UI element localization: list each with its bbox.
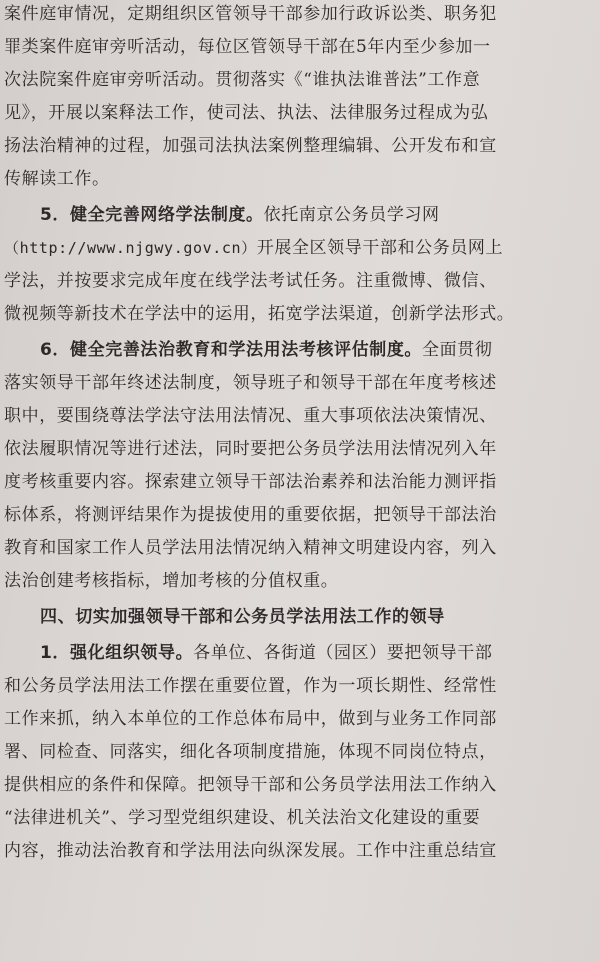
- text-line: 扬法治精神的过程，加强司法执法案例整理编辑、公开发布和宣: [4, 136, 497, 156]
- item-1-text: 各单位、各街道（园区）要把领导干部: [193, 643, 493, 663]
- text-line: 职中，要围绕尊法学法守法用法情况、重大事项依法决策情况、: [4, 406, 497, 426]
- text-line: 工作来抓，纳入本单位的工作总体布局中，做到与业务工作同部: [4, 709, 497, 729]
- item-1-title: 1．强化组织领导。: [40, 643, 194, 663]
- website-url: （http://www.njgwy.gov.cn）: [4, 239, 257, 257]
- text-line: 依法履职情况等进行述法，同时要把公务员学法用法情况列入年: [4, 439, 497, 459]
- text-line: 内容，推动法治教育和学法用法向纵深发展。工作中注重总结宣: [4, 841, 497, 861]
- item-6-title: 6．健全完善法治教育和学法用法考核评估制度。: [40, 340, 423, 360]
- text-line: 传解读工作。: [4, 169, 110, 189]
- text-line: 法治创建考核指标，增加考核的分值权重。: [4, 571, 339, 591]
- text-line: “法律进机关”、学习型党组织建设、机关法治文化建设的重要: [4, 808, 481, 828]
- text-line: 提供相应的条件和保障。把领导干部和公务员学法用法工作纳入: [4, 775, 497, 795]
- item-6-text: 全面贯彻: [422, 340, 493, 360]
- item-1-first-line: [40, 642, 492, 666]
- section-4-heading: 四、切实加强领导干部和公务员学法用法工作的领导: [40, 607, 445, 627]
- item-5-text: 开展全区领导干部和公务员网上: [256, 238, 504, 258]
- text-line: 落实领导干部年终述法制度，领导班子和领导干部在年度考核述: [4, 373, 497, 393]
- item-6-first-line: [40, 339, 492, 363]
- text-line: 教育和国家工作人员学法用法情况纳入精神文明建设内容，列入: [4, 538, 497, 558]
- text-line: 标体系，将测评结果作为提拔使用的重要依据，把领导干部法治: [4, 505, 497, 525]
- item-5-text: 依托南京公务员学习网: [263, 205, 440, 225]
- text-line: 和公务员学法用法工作摆在重要位置，作为一项长期性、经常性: [4, 676, 497, 696]
- text-line: 见》，开展以案释法工作，使司法、执法、法律服务过程成为弘: [4, 103, 489, 123]
- item-5-first-line: [40, 204, 440, 228]
- text-line: 次法院案件庭审旁听活动。贯彻落实《“谁执法谁普法”工作意: [4, 70, 481, 90]
- item-5-title: 5．健全完善网络学法制度。: [40, 205, 264, 225]
- text-line: 学法，并按要求完成年度在线学法考试任务。注重微博、微信、: [4, 271, 497, 291]
- item-5-url-line: [4, 237, 503, 261]
- text-line: 案件庭审情况，定期组织区管领导干部参加行政诉讼类、职务犯: [4, 4, 497, 24]
- text-line: 微视频等新技术在学法中的运用，拓宽学法渠道，创新学法形式。: [4, 304, 515, 324]
- text-line: 署、同检查、同落实，细化各项制度措施，体现不同岗位特点，: [4, 742, 497, 762]
- text-line: 罪类案件庭审旁听活动，每位区管领导干部在5年内至少参加一: [4, 37, 491, 57]
- text-line: 度考核重要内容。探索建立领导干部法治素养和法治能力测评指: [4, 472, 497, 492]
